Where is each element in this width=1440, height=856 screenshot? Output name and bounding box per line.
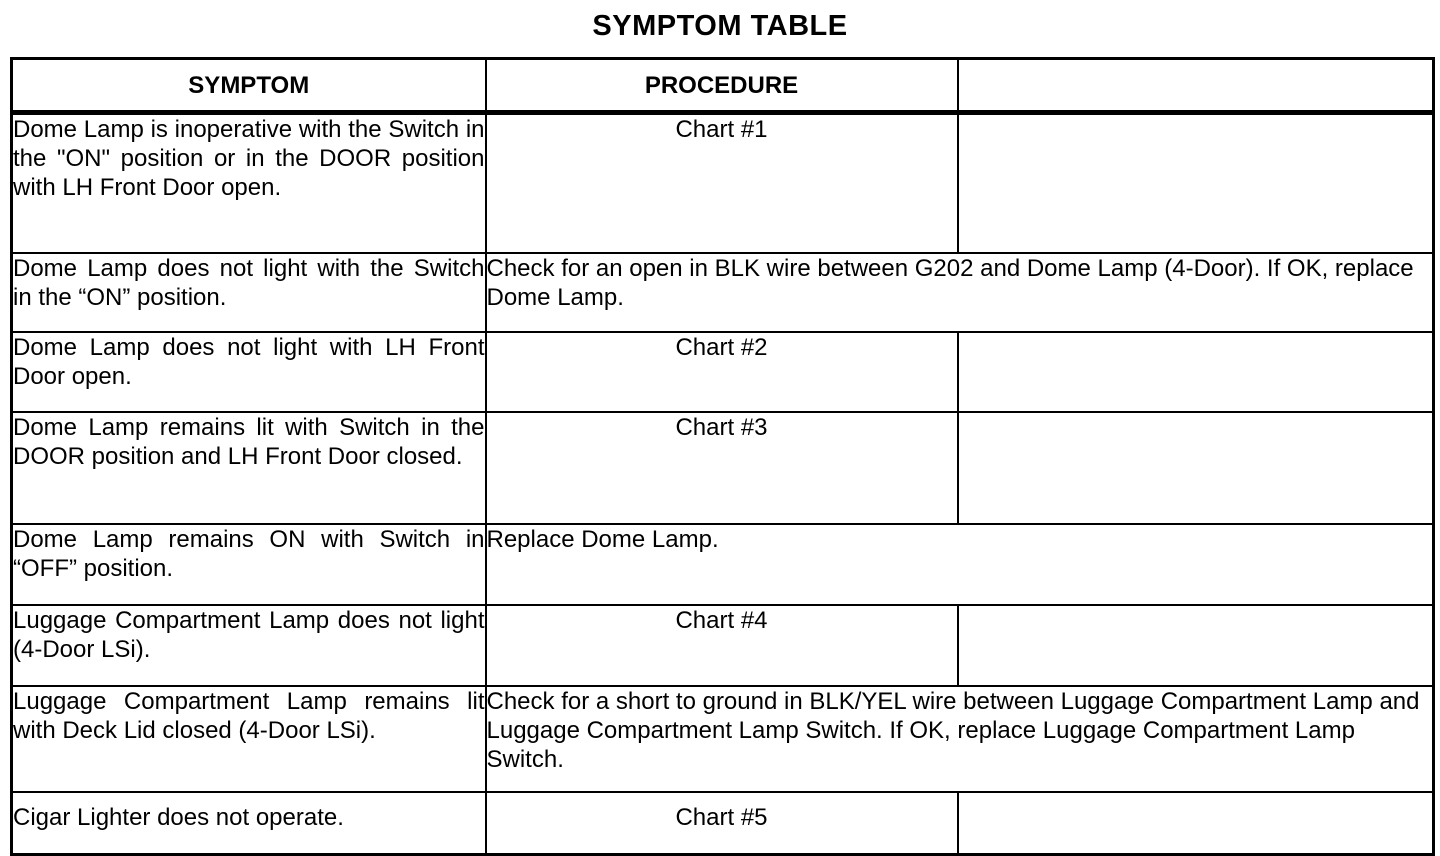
symptom-cell: Dome Lamp is inoperative with the Switch in the "ON" position or in the DOOR position with LH Front Door open. [12,113,486,254]
symptom-cell: Luggage Compartment Lamp does not light (4-Door LSi). [12,605,486,686]
table-header-row [12,59,1434,113]
table-row [12,412,1434,524]
table-row [12,686,1434,792]
procedure-cell: Chart #3 [486,412,958,524]
procedure-cell: Chart #5 [486,792,958,855]
page-title: SYMPTOM TABLE [592,10,848,42]
blank-cell [958,412,1434,524]
table-row [12,332,1434,412]
column-header-symptom: SYMPTOM [12,59,486,113]
column-header-procedure: PROCEDURE [486,59,958,113]
procedure-cell: Chart #2 [486,332,958,412]
procedure-cell: Check for a short to ground in BLK/YEL wire between Luggage Compartment Lamp and Luggage Compartment Lamp Switch. If OK, replace Luggage Compartment Lamp Switch. [486,686,1434,792]
symptom-table [10,57,1435,856]
procedure-cell: Replace Dome Lamp. [486,524,1434,605]
procedure-cell: Check for an open in BLK wire between G202 and Dome Lamp (4-Door). If OK, replace Dome Lamp. [486,253,1434,332]
table-row [12,524,1434,605]
blank-cell [958,332,1434,412]
blank-cell [958,113,1434,254]
table-row [12,792,1434,855]
procedure-cell: Chart #1 [486,113,958,254]
table-row [12,113,1434,254]
blank-cell [958,792,1434,855]
symptom-cell: Dome Lamp remains ON with Switch in “OFF” position. [12,524,486,605]
procedure-cell: Chart #4 [486,605,958,686]
symptom-cell: Dome Lamp remains lit with Switch in the DOOR position and LH Front Door closed. [12,412,486,524]
table-row [12,253,1434,332]
column-header-blank [958,59,1434,113]
symptom-cell: Luggage Compartment Lamp remains lit with Deck Lid closed (4-Door LSi). [12,686,486,792]
blank-cell [958,605,1434,686]
symptom-cell: Cigar Lighter does not operate. [12,792,486,855]
symptom-cell: Dome Lamp does not light with the Switch in the “ON” position. [12,253,486,332]
table-row [12,605,1434,686]
symptom-cell: Dome Lamp does not light with LH Front Door open. [12,332,486,412]
